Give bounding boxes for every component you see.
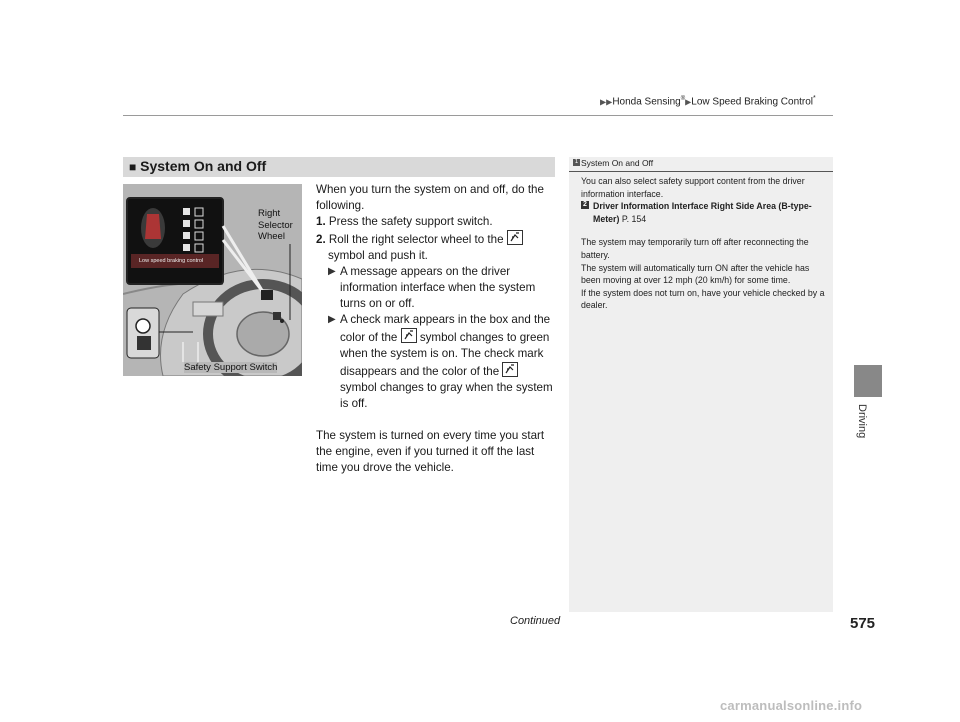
cross-reference-page: P. 154: [621, 213, 647, 224]
sidebar-body: [581, 175, 825, 312]
reference-icon: 2: [581, 201, 589, 209]
sidebar-title: [569, 157, 833, 172]
chapter-tab: [854, 365, 882, 397]
bullet-1: [328, 264, 556, 312]
breadcrumb: [600, 95, 816, 107]
step-2-text-a: Roll the right selector wheel to the: [328, 233, 504, 246]
step-1-number: 1.: [316, 215, 326, 228]
page-number: 575: [850, 615, 876, 632]
low-speed-braking-icon: [502, 362, 518, 377]
low-speed-braking-icon: [401, 328, 417, 343]
cross-reference: [581, 200, 825, 225]
section-marker-icon: ■: [129, 160, 137, 174]
sidebar-note: [569, 157, 833, 612]
bullet-1-text: A message appears on the driver information interface when the system turns on or off.: [340, 265, 536, 310]
sidebar-title-text: System On and Off: [581, 158, 654, 168]
section-header: [123, 157, 555, 177]
note-icon: 1: [574, 159, 579, 165]
safety-support-switch-label: Safety Support Switch: [184, 362, 278, 373]
breadcrumb-arrow-icon: ▶▶: [600, 97, 613, 107]
intro-paragraph: When you turn the system on and off, do the following.: [316, 183, 544, 212]
step-2-number: 2.: [316, 233, 326, 246]
step-2-text-b: symbol and push it.: [328, 249, 428, 262]
sidebar-paragraph: If the system does not turn on, have your vehicle checked by a dealer.: [581, 287, 825, 311]
arrow-icon: ▶: [328, 314, 336, 325]
sidebar-paragraph: The system will automatically turn ON after the vehicle has been moving at over 12 mph (20 km/h) for some time.: [581, 262, 810, 286]
arrow-icon: ▶: [328, 266, 336, 277]
breadcrumb-item: Low Speed Braking Control: [691, 96, 814, 108]
watermark: carmanualsonline.info: [720, 698, 863, 713]
section-title-text: System On and Off: [140, 158, 267, 174]
step-1-text: Press the safety support switch.: [328, 215, 493, 228]
sidebar-paragraph: You can also select safety support content from the driver information interface.: [581, 176, 805, 199]
sidebar-paragraph: The system may temporarily turn off after reconnecting the battery.: [581, 237, 809, 260]
registered-mark: ®: [680, 96, 686, 102]
screen-caption: Low speed braking control: [139, 258, 204, 264]
chapter-tab-label: Driving: [856, 404, 868, 439]
breadcrumb-arrow-icon: ▶: [685, 97, 692, 107]
step-1: [316, 214, 556, 230]
bullet-2-text-a: A check mark appears in the box and the color of the: [340, 313, 551, 344]
cross-reference-link[interactable]: Driver Information Interface Right Side Area (B-type-Meter): [593, 201, 812, 224]
breadcrumb-item: Honda Sensing: [612, 96, 681, 108]
main-text: [316, 182, 556, 476]
bullet-2-text-c: symbol changes to gray when the system is off.: [340, 381, 553, 410]
bullet-2-text-b: symbol changes to green when the system is on. The check mark disappears and the color of the: [340, 331, 550, 378]
section-title: [129, 158, 266, 174]
continued-label: Continued: [510, 615, 561, 627]
bullet-2: [328, 312, 556, 412]
step-2: [316, 230, 556, 264]
right-selector-wheel-label: Right Selector Wheel: [258, 208, 293, 242]
header-divider: [123, 115, 833, 116]
closing-paragraph: The system is turned on every time you start the engine, even if you turned it off the last time you drove the vehicle.: [316, 429, 545, 474]
dashboard-figure: [123, 184, 302, 376]
low-speed-braking-icon: [507, 230, 523, 245]
asterisk-mark: *: [813, 95, 816, 102]
